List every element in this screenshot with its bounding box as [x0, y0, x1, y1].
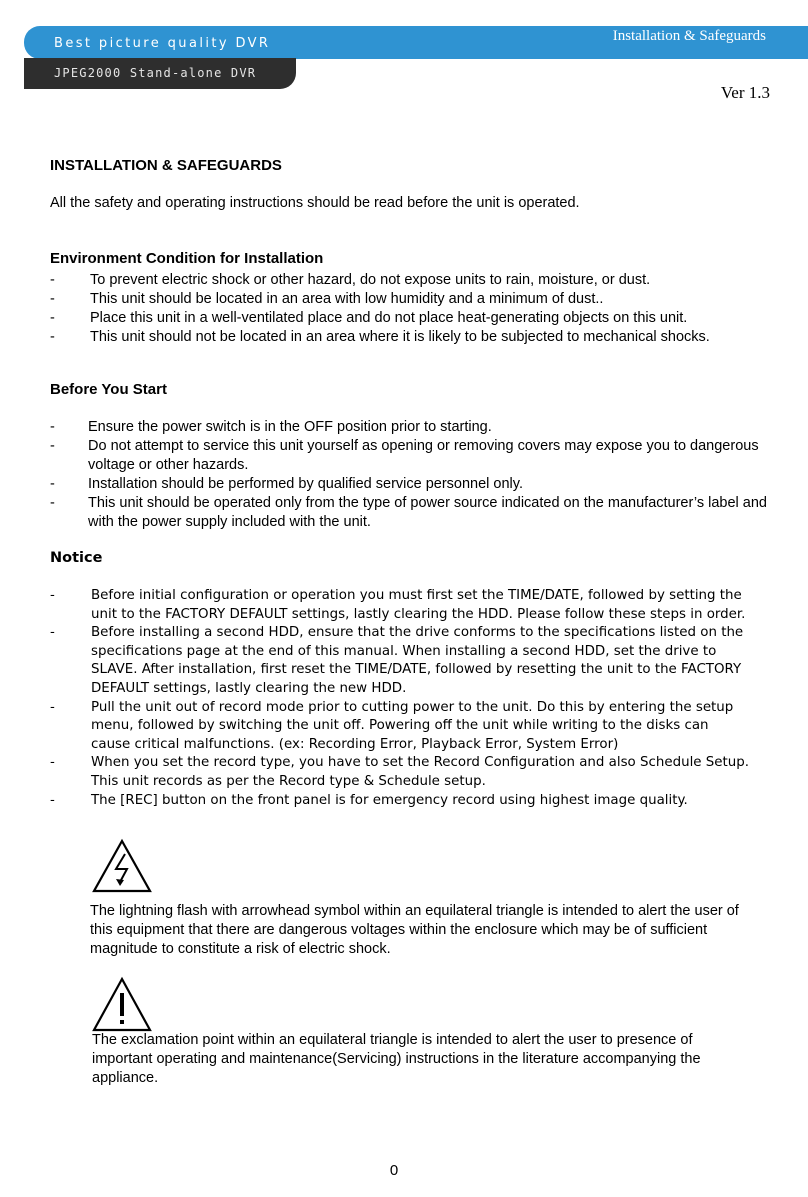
list-item: [50, 494, 770, 532]
list-item: [50, 290, 710, 309]
lightning-warning-icon: [91, 838, 153, 894]
lightning-warning-text: The lightning flash with arrowhead symbol within an equilateral triangle is intended to alert the user of this equipment that there are dangerous voltages within the enclosure which may be of sufficient magnitude to constitute a risk of electric shock.: [90, 903, 739, 958]
dash-bullet: -: [50, 310, 55, 326]
header-tagline: Best picture quality DVR: [54, 36, 271, 51]
environment-heading: Environment Condition for Installation: [50, 250, 324, 267]
dash-bullet: -: [50, 329, 55, 345]
list-item-text: The [REC] button on the front panel is for emergency record using highest image quality.: [91, 792, 688, 808]
dash-bullet: -: [50, 699, 55, 715]
list-item-text: Before installing a second HDD, ensure that the drive conforms to the specifications listed on the specifications page at the end of this manual. When installing a second HDD, set the drive to SLAVE. After installation, first reset the TIME/DATE, followed by resetting the unit to the FACTORY DEFAULT settings, lastly clearing the new HDD.: [91, 625, 744, 696]
list-item-text: Pull the unit out of record mode prior to cutting power to the unit. Do this by entering the setup menu, followed by switching the unit off. Powering off the unit while writing to the disks can cause critical malfunctions. (ex: Recording Error, Playback Error, System Error): [91, 699, 734, 752]
dash-bullet: -: [50, 588, 55, 603]
exclamation-warning-icon: [91, 976, 153, 1033]
list-item: [50, 418, 770, 437]
list-item: [50, 792, 750, 811]
dash-bullet: -: [50, 495, 55, 511]
list-item: [50, 624, 750, 698]
list-item: [50, 437, 770, 475]
before-start-list: [50, 418, 770, 532]
intro-text: All the safety and operating instructions should be read before the unit is operated.: [50, 195, 580, 211]
list-item: [50, 328, 710, 347]
exclamation-warning-text: The exclamation point within an equilateral triangle is intended to alert the user to presence of important operating and maintenance(Servicing) instructions in the literature accompanying the appliance.: [92, 1032, 701, 1087]
page-title: INSTALLATION & SAFEGUARDS: [50, 157, 282, 174]
list-item: [50, 699, 750, 755]
notice-list: [50, 587, 750, 810]
list-item: [50, 271, 710, 290]
environment-list: [50, 271, 710, 347]
list-item: [50, 475, 770, 494]
header-subtitle: JPEG2000 Stand-alone DVR: [54, 66, 257, 80]
dash-bullet: -: [50, 438, 55, 454]
list-item-text: Ensure the power switch is in the OFF position prior to starting.: [88, 419, 492, 435]
list-item: [50, 309, 710, 328]
version-label: Ver 1.3: [720, 83, 770, 102]
dash-bullet: -: [50, 476, 55, 492]
list-item-text: When you set the record type, you have to set the Record Configuration and also Schedule Setup. This unit records as per the Record type & Schedule setup.: [91, 755, 750, 789]
list-item-text: This unit should be located in an area with low humidity and a minimum of dust..: [90, 291, 604, 307]
section-title: Installation & Safeguards: [612, 28, 766, 44]
dash-bullet: -: [50, 291, 55, 307]
before-start-heading: Before You Start: [50, 381, 167, 398]
list-item-text: This unit should not be located in an area where it is likely to be subjected to mechanical shocks.: [90, 329, 710, 345]
list-item-text: This unit should be operated only from the type of power source indicated on the manufacturer’s label and with the power supply included with the unit.: [88, 495, 767, 530]
list-item: [50, 754, 750, 791]
list-item-text: Before initial configuration or operation you must first set the TIME/DATE, followed by setting the unit to the FACTORY DEFAULT settings, lastly clearing the HDD. Please follow these steps in order.: [91, 588, 746, 622]
list-item-text: Installation should be performed by qualified service personnel only.: [88, 476, 523, 492]
notice-heading: Notice: [50, 550, 103, 566]
list-item-text: To prevent electric shock or other hazard, do not expose units to rain, moisture, or dust.: [90, 272, 651, 288]
page-number: 0: [389, 1162, 399, 1179]
list-item-text: Place this unit in a well-ventilated place and do not place heat-generating objects on this unit.: [90, 310, 688, 326]
dash-bullet: -: [50, 419, 55, 435]
dash-bullet: -: [50, 272, 55, 288]
list-item-text: Do not attempt to service this unit yourself as opening or removing covers may expose you to dangerous voltage or other hazards.: [88, 438, 759, 473]
list-item: [50, 587, 750, 624]
dash-bullet: -: [50, 755, 55, 771]
dash-bullet: -: [50, 792, 55, 808]
dash-bullet: -: [50, 625, 55, 641]
